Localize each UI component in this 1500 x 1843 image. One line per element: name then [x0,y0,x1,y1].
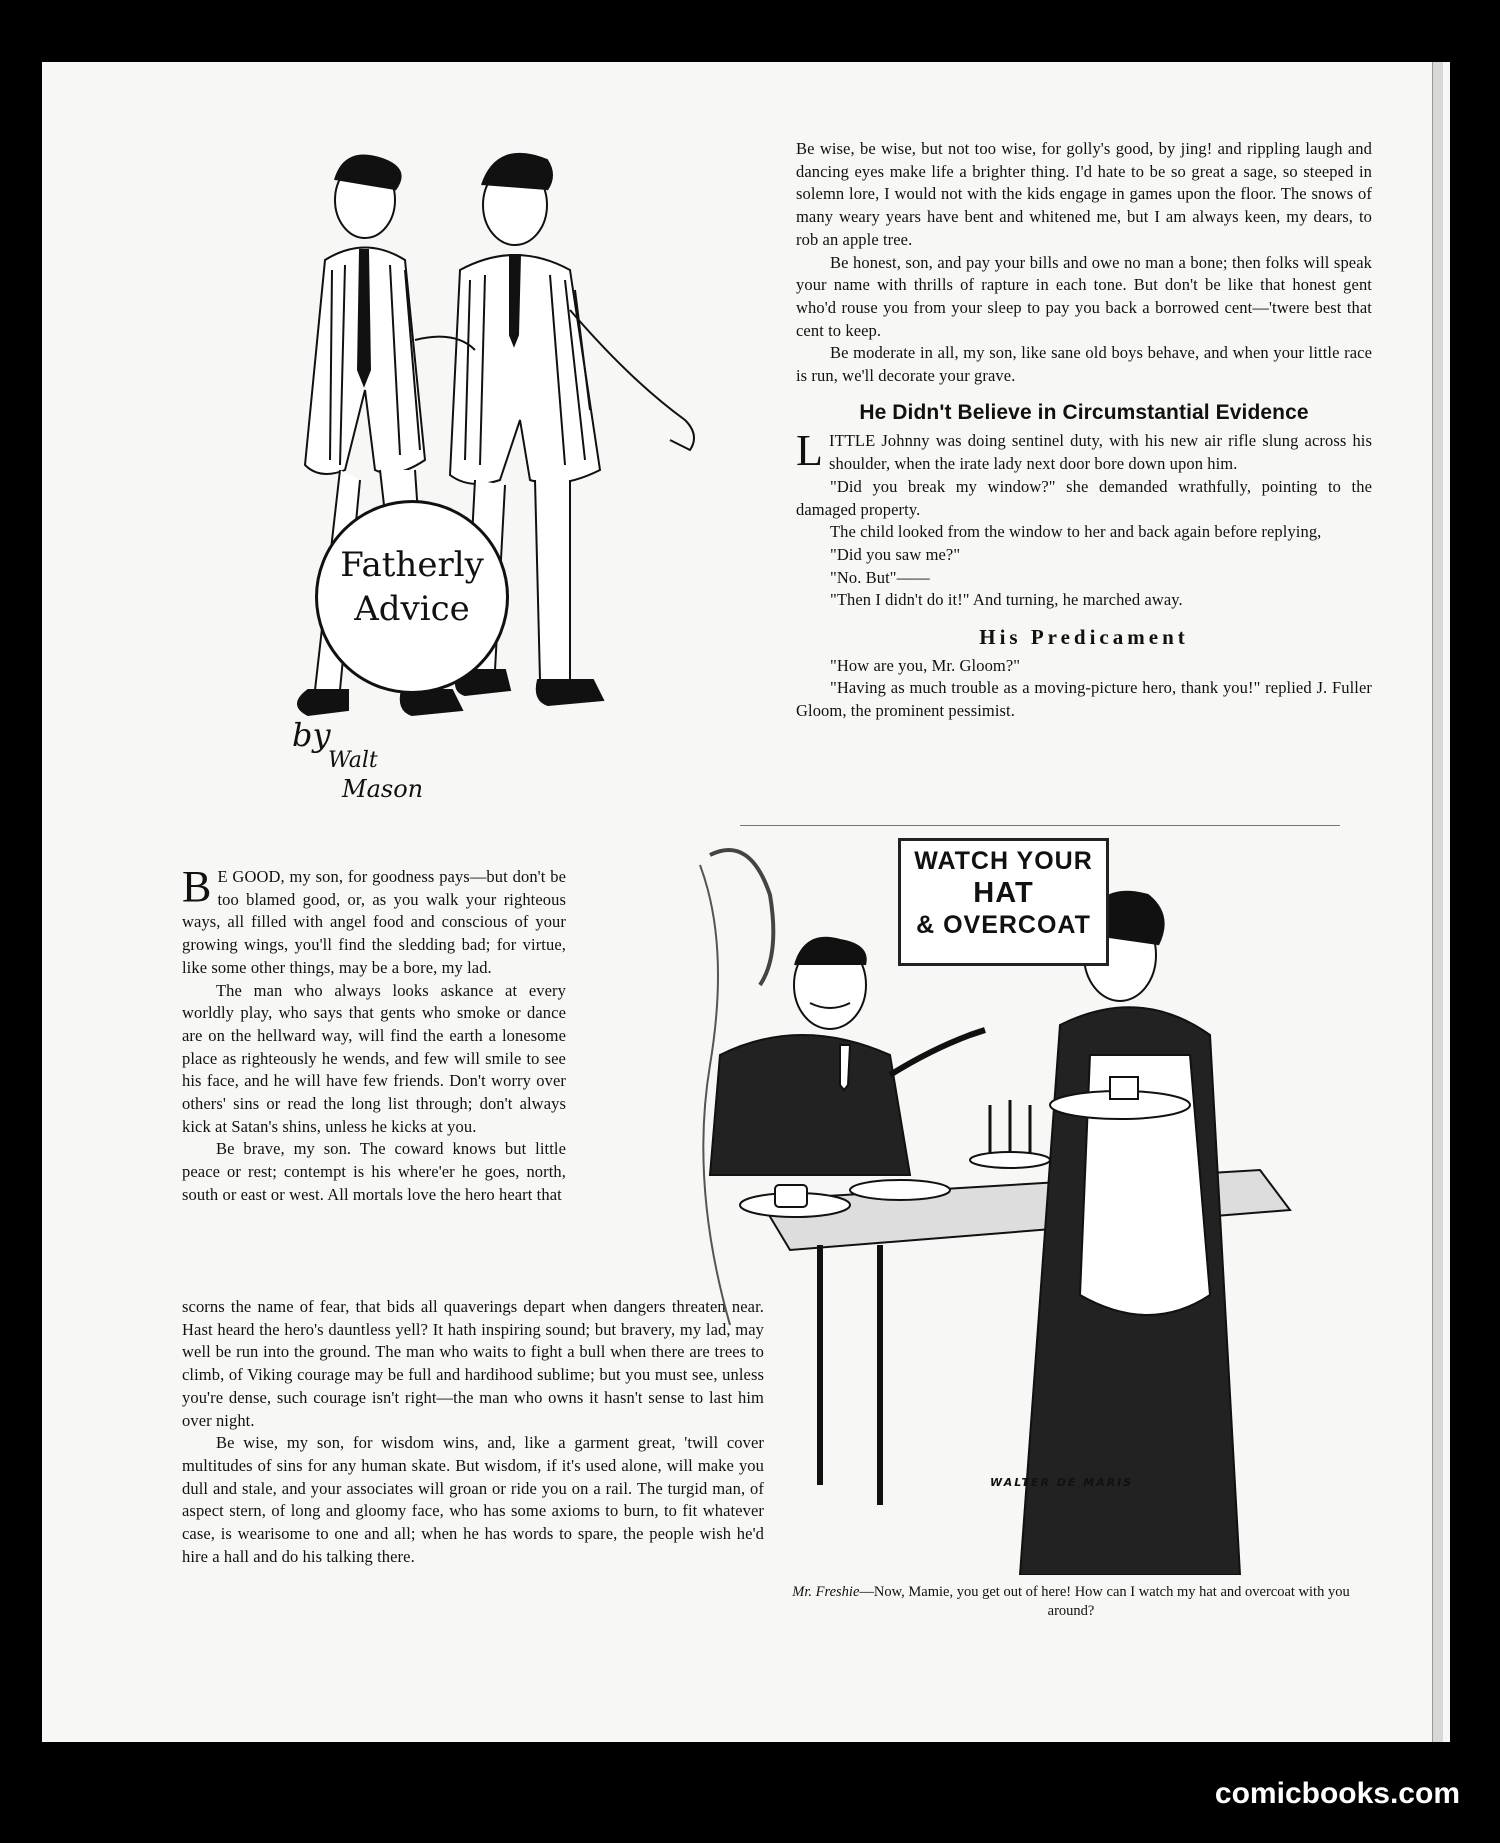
caption-text: —Now, Mamie, you get out of here! How can I watch my hat and overcoat with you around? [859,1584,1350,1619]
main-poem-narrow-1: The man who always looks askance at every worldly play, who says that gents who smoke or dance are on the hellward way, will find the earth a lonesome place as righteously he wends, and few will smile to see his face, and he will have few friends. Don't worry over others' sins or read the long list through; don't always kick at Satan's shins, unless he kicks at you. [182,980,566,1136]
story-2-line-2: "Having as much trouble as a moving-picture hero, thank you!" replied J. Fuller Gloom, the prominent pessimist. [796,678,1372,721]
sign-line-2: HAT [973,877,1034,909]
story-1-opening [796,426,1372,476]
main-poem-dropcap: B [182,862,212,911]
story-2-heading: His Predicament [979,625,1189,650]
title-line-1: Fatherly [340,545,484,585]
sign-line-3: & OVERCOAT [916,911,1091,939]
story-1-line-1: "Did you break my window?" she demanded wrathfully, pointing to the damaged property. [796,476,1372,519]
illustration-caption [772,1583,1370,1621]
main-poem-wide-2: Be wise, my son, for wisdom wins, and, like a garment great, 'twill cover multitudes of sins for any human skate. But wisdom, if it's used alone, will make you dull and stale, and your associates will groan or ride you on a rail. The turgid man, of aspect stern, of long and gloomy face, who has some axioms to burn, to fit whatever case, is wearisome to one and all; when he has words to spare, the people wish he'd hire a hall and do his talking there. [182,1433,764,1566]
caption-speaker: Mr. Freshie [792,1584,860,1600]
watch-your-hat-sign [898,838,1109,966]
byline [292,716,424,803]
byline-name-1: Walt [328,748,378,773]
main-poem-narrow [182,862,566,1207]
byline-name-2: Mason [342,775,424,803]
site-watermark: comicbooks.com [1214,1777,1460,1810]
story-1-line-3: "Did you saw me?" [830,544,961,564]
story-1-line-2: The child looked from the window to her and back again before replying, [830,522,1322,542]
story-1-heading: He Didn't Believe in Circumstantial Evidence [859,400,1309,424]
main-poem-wide-1: scorns the name of fear, that bids all quaverings depart when dangers threaten near. Hast heard the hero's dauntless yell? It hath inspiring sound; but bravery, my lad, may well be run into the ground. The man who waits to fight a bull when there are trees to climb, of Viking courage may be full and hardihood sublime; but you must see, unless you're dense, such courage isn't right—the man who owns it hasn't sense to last him over night. [182,1297,764,1430]
sign-line-1: WATCH YOUR [914,847,1093,875]
main-poem-opening [182,862,566,980]
main-poem-narrow-2: Be brave, my son. The coward knows but little peace or rest; contempt is his where'er he goes, north, south or east or west. All mortals love the hero heart that [182,1139,566,1204]
story-1-line-4: "No. But"—— [830,567,930,587]
artist-signature: WALTER DE MARIS [990,1476,1134,1489]
main-poem-first-text: E GOOD, my son, for goodness pays—but don't be too blamed good, or, as you walk your righteous ways, all filled with angel food and conscious of your growing wings, you'll find the sledding bad; for virtue, like some other things, may be a bore, my lad. [182,867,566,977]
story-2-line-1: "How are you, Mr. Gloom?" [830,655,1021,675]
title-line-2: Advice [354,589,470,629]
advice-paragraph-1: Be wise, be wise, but not too wise, for golly's good, by jing! and rippling laugh and dancing eyes make life a brighter thing. I'd hate to be so great a sage, so steeped in solemn lore, I would not with the kids engage in games upon the floor. The snows of many weary years have bent and whitened me, but I am always keen, my dears, to rob an apple tree. [796,139,1372,249]
story-1-dropcap: L [796,426,823,476]
advice-paragraph-2: Be honest, son, and pay your bills and owe no man a bone; then folks will speak your name with thrills of rapture in each tone. But don't be like that honest gent who'd rouse you from your sleep to pay you back a borrowed cent—'twere best that cent to keep. [796,252,1372,340]
story-1-line-5: "Then I didn't do it!" And turning, he marched away. [830,590,1183,610]
advice-paragraph-3: Be moderate in all, my son, like sane old boys behave, and when your little race is run, we'll decorate your grave. [796,343,1372,386]
story-1-first-text: ITTLE Johnny was doing sentinel duty, with his new air rifle slung across his shoulder, when the irate lady next door bore down upon him. [828,431,1372,474]
right-column-top [796,138,1372,723]
byline-by: by [292,716,331,754]
page-gutter [1432,62,1443,1742]
title-badge [315,500,509,694]
